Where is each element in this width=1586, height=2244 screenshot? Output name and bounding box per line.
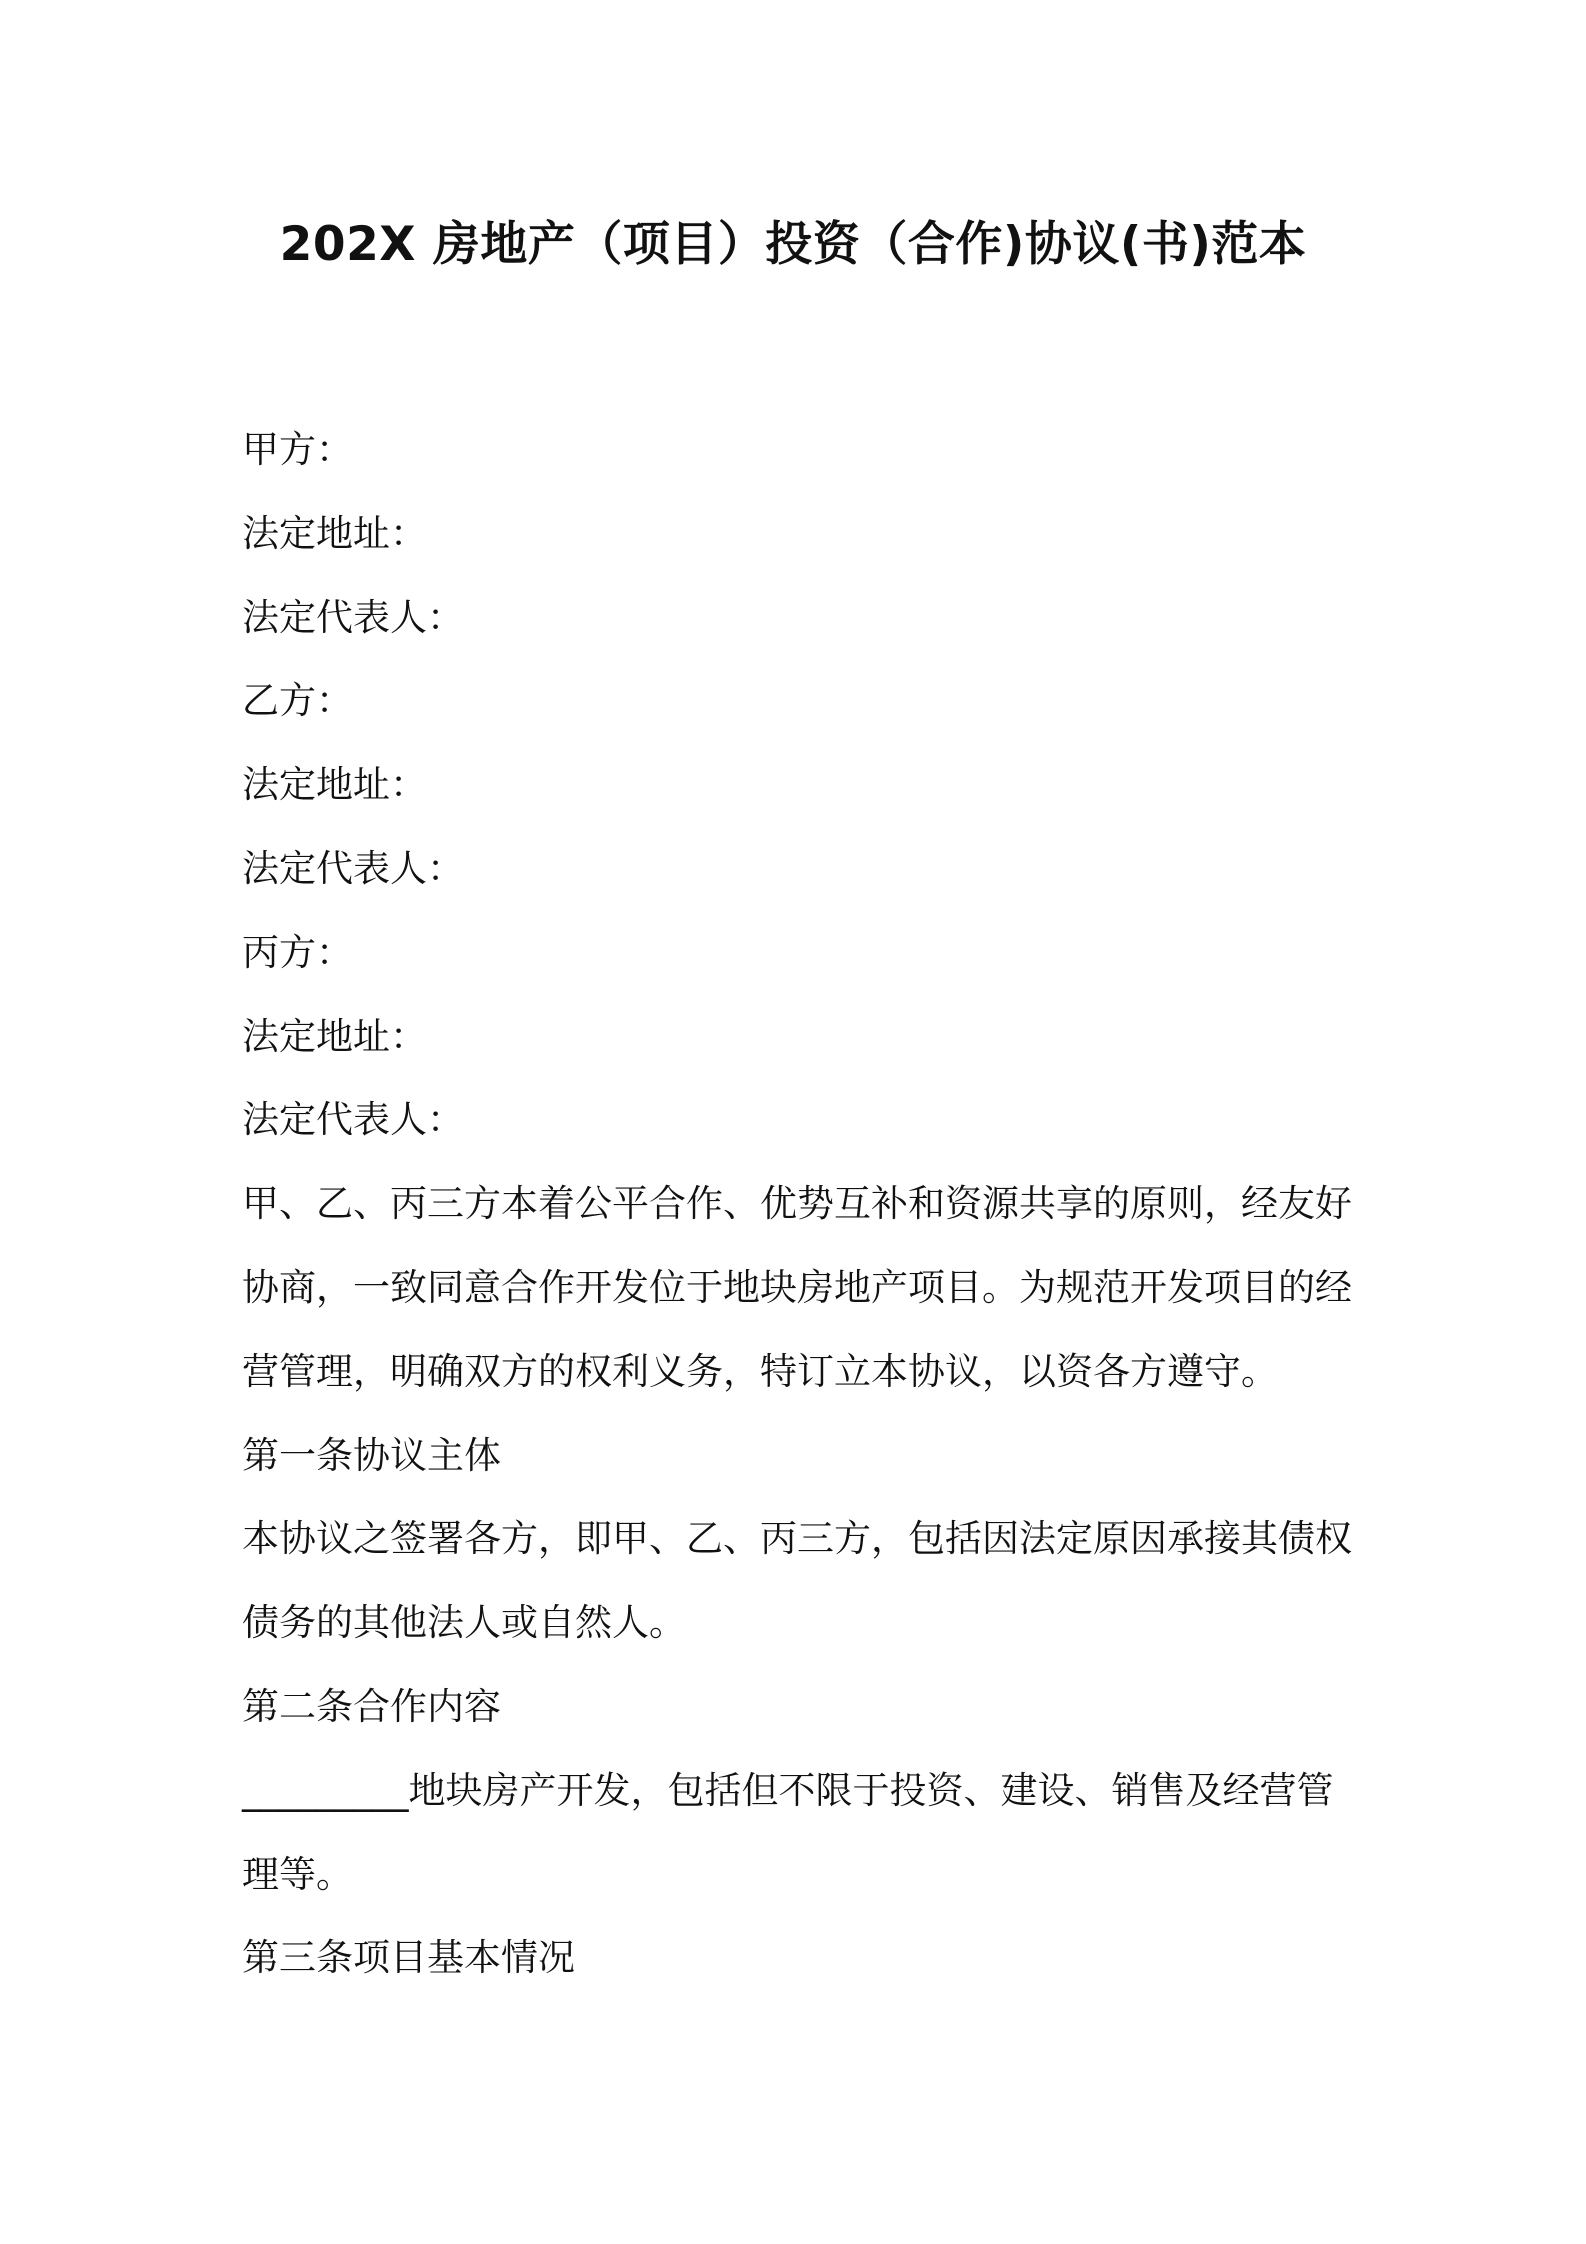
- article-1-text-line: 本协议之签署各方，即甲、乙、丙三方，包括因法定原因承接其债权: [242, 1517, 1352, 1561]
- article-2-text-line: _________地块房产开发，包括但不限于投资、建设、销售及经营管: [242, 1768, 1334, 1812]
- party-c-representative-label: 法定代表人：: [242, 1098, 464, 1142]
- article-3-heading: 第三条项目基本情况: [242, 1936, 575, 1980]
- preamble-line: 营管理，明确双方的权利义务，特订立本协议，以资各方遵守。: [242, 1349, 1278, 1393]
- article-2-heading: 第二条合作内容: [242, 1684, 501, 1728]
- party-c-name-label: 丙方：: [242, 930, 353, 974]
- article-1-text-line: 债务的其他法人或自然人。: [242, 1601, 686, 1645]
- preamble-line: 协商，一致同意合作开发位于地块房地产项目。为规范开发项目的经: [242, 1265, 1352, 1309]
- document-body: [242, 408, 1362, 2000]
- party-c-address-label: 法定地址：: [242, 1014, 427, 1058]
- party-a-address-label: 法定地址：: [242, 511, 427, 555]
- party-b-representative-label: 法定代表人：: [242, 846, 464, 890]
- preamble-line: 甲、乙、丙三方本着公平合作、优势互补和资源共享的原则，经友好: [242, 1182, 1352, 1226]
- party-a-name-label: 甲方：: [242, 428, 353, 471]
- article-1-heading: 第一条协议主体: [242, 1433, 501, 1477]
- article-2-text-line: 理等。: [242, 1852, 353, 1896]
- document-title: 202X 房地产（项目）投资（合作)协议(书)范本: [279, 217, 1307, 272]
- party-a-representative-label: 法定代表人：: [242, 595, 464, 639]
- party-b-address-label: 法定地址：: [242, 763, 427, 807]
- party-b-name-label: 乙方：: [242, 679, 353, 723]
